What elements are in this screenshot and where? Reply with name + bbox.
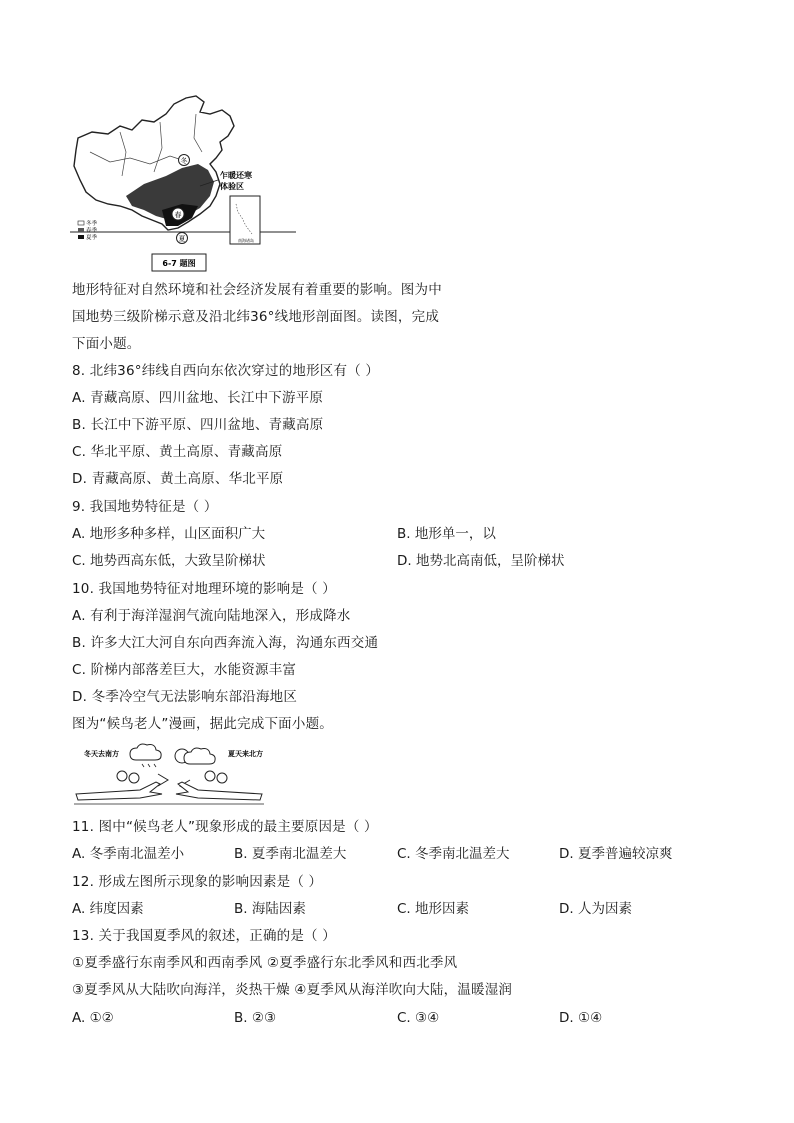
q8-option-b[interactable]: B. 长江中下游平原、四川盆地、青藏高原 — [72, 417, 324, 433]
q11-option-d[interactable]: D. 夏季普遍较凉爽 — [559, 846, 673, 862]
china-season-map-figure — [70, 92, 296, 274]
intro-line-2: 国地势三级阶梯示意及沿北纬36°线地形剖面图。读图，完成 — [72, 309, 440, 325]
q13-statements-1: ①夏季盛行东南季风和西南季风 ②夏季盛行东北季风和西北季风 — [72, 955, 458, 971]
q9-option-d[interactable]: D. 地势北高南低，呈阶梯状 — [397, 553, 565, 569]
elder-icon — [117, 771, 127, 781]
q10-option-c[interactable]: C. 阶梯内部落差巨大，水能资源丰富 — [72, 662, 297, 678]
q13-statements-2: ③夏季风从大陆吹向海洋，炎热干燥 ④夏季风从海洋吹向大陆，温暖湿润 — [72, 982, 513, 998]
q11-option-b[interactable]: B. 夏季南北温差大 — [234, 846, 347, 862]
q9-option-c[interactable]: C. 地势西高东低，大致呈阶梯状 — [72, 553, 266, 569]
season-mark-summer: 夏 — [178, 235, 186, 243]
q11-stem: 11. 图中“候鸟老人”现象形成的最主要原因是（ ） — [72, 819, 378, 835]
zone-label-line1: 乍暖还寒 — [220, 171, 252, 180]
q12-option-a[interactable]: A. 纬度因素 — [72, 901, 144, 917]
season-mark-winter: 冬 — [180, 157, 188, 165]
q13-option-d[interactable]: D. ①④ — [559, 1010, 603, 1026]
comic-label-right: 夏天来北方 — [228, 750, 263, 758]
q10-option-b[interactable]: B. 许多大江大河自东向西奔流入海，沟通东西交通 — [72, 635, 379, 651]
q8-option-d[interactable]: D. 青藏高原、黄土高原、华北平原 — [72, 471, 284, 487]
legend-winter: 冬季 — [86, 221, 98, 227]
q10-stem: 10. 我国地势特征对地理环境的影响是（ ） — [72, 581, 336, 597]
intro-line-1: 地形特征对自然环境和社会经济发展有着重要的影响。图为中 — [72, 282, 442, 298]
legend-summer: 夏季 — [86, 235, 98, 241]
q12-option-b[interactable]: B. 海陆因素 — [234, 901, 306, 917]
intro-line-3: 下面小题。 — [72, 336, 141, 352]
comic-label-left: 冬天去南方 — [84, 750, 119, 758]
q11-option-a[interactable]: A. 冬季南北温差小 — [72, 846, 185, 862]
migratory-elderly-comic — [70, 742, 268, 808]
q13-option-c[interactable]: C. ③④ — [397, 1010, 440, 1026]
inset-label: 南海诸岛 — [238, 238, 254, 243]
q8-option-a[interactable]: A. 青藏高原、四川盆地、长江中下游平原 — [72, 390, 324, 406]
intro-2: 图为“候鸟老人”漫画，据此完成下面小题。 — [72, 716, 333, 732]
cloud-right-icon — [184, 748, 215, 764]
q8-stem: 8. 北纬36°纬线自西向东依次穿过的地形区有（ ） — [72, 363, 380, 379]
zone-label-line2: 体验区 — [220, 182, 244, 191]
q11-option-c[interactable]: C. 冬季南北温差大 — [397, 846, 510, 862]
q10-option-d[interactable]: D. 冬季冷空气无法影响东部沿海地区 — [72, 689, 298, 705]
q13-option-b[interactable]: B. ②③ — [234, 1010, 277, 1026]
cloud-left-icon — [130, 744, 161, 760]
map-caption: 6-7 题图 — [162, 259, 196, 268]
q9-option-a[interactable]: A. 地形多种多样，山区面积广大 — [72, 526, 266, 542]
q10-option-a[interactable]: A. 有利于海洋湿润气流向陆地深入，形成降水 — [72, 608, 351, 624]
airplane-right-icon — [176, 782, 262, 800]
q9-stem: 9. 我国地势特征是（ ） — [72, 499, 218, 515]
q8-option-c[interactable]: C. 华北平原、黄土高原、青藏高原 — [72, 444, 283, 460]
q13-option-a[interactable]: A. ①② — [72, 1010, 114, 1026]
q12-stem: 12. 形成左图所示现象的影响因素是（ ） — [72, 874, 323, 890]
q12-option-c[interactable]: C. 地形因素 — [397, 901, 470, 917]
legend-spring: 春季 — [86, 228, 98, 234]
q13-stem: 13. 关于我国夏季风的叙述，正确的是（ ） — [72, 928, 336, 944]
q9-option-b[interactable]: B. 地形单一，以 — [397, 526, 496, 542]
q12-option-d[interactable]: D. 人为因素 — [559, 901, 632, 917]
season-mark-spring: 春 — [174, 211, 182, 219]
airplane-left-icon — [76, 782, 162, 800]
